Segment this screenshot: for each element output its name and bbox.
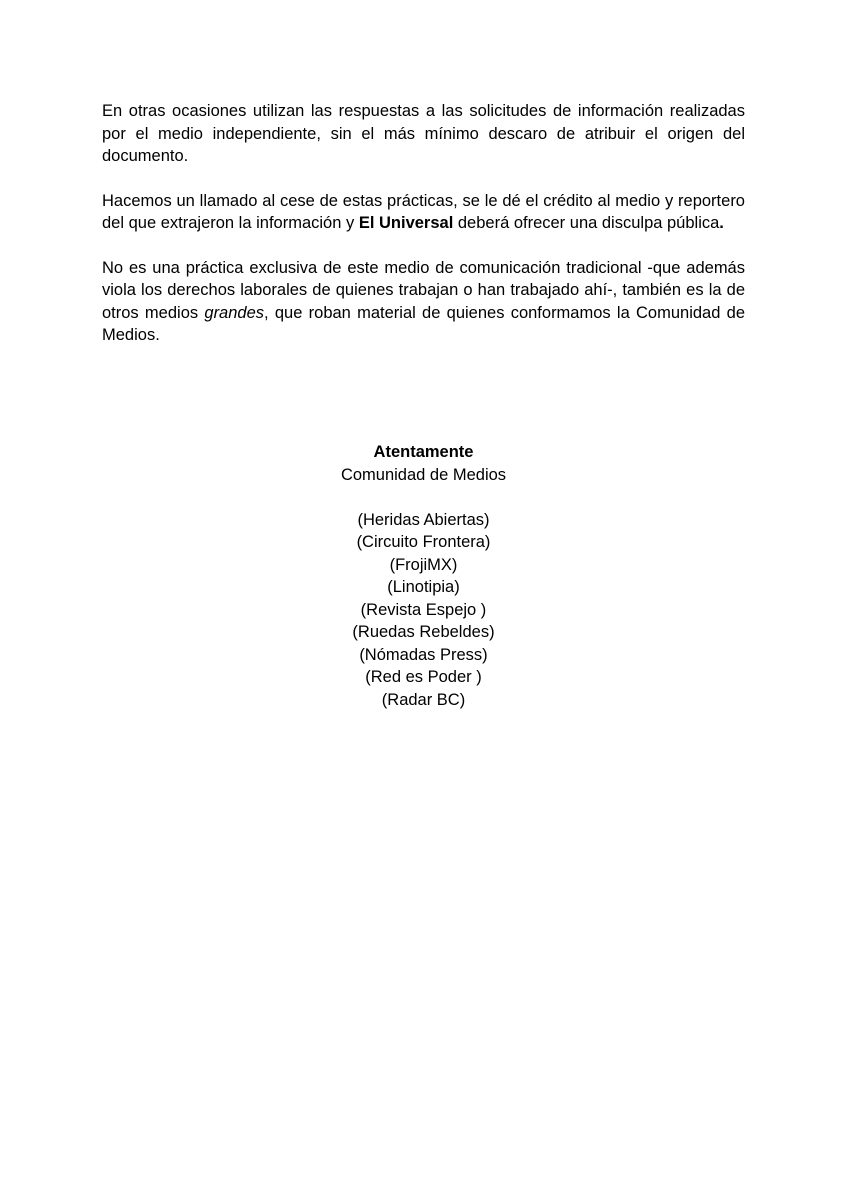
member-item: (Circuito Frontera) xyxy=(356,533,491,551)
member-item: (Heridas Abiertas) xyxy=(357,510,490,529)
closing-salutation: Atentamente xyxy=(373,443,474,461)
member-item: (FrojiMX) xyxy=(389,555,458,574)
newspaper-name: El Universal xyxy=(358,214,454,232)
letter-body xyxy=(102,100,745,369)
member-item: (Ruedas Rebeldes) xyxy=(352,623,495,641)
paragraph-end: . xyxy=(719,214,724,232)
member-list xyxy=(102,509,745,712)
organization-name: Comunidad de Medios xyxy=(340,465,507,484)
signature-block xyxy=(102,441,745,711)
member-item: (Revista Espejo ) xyxy=(360,600,487,619)
paragraph-text: deberá ofrecer una disculpa pública xyxy=(453,214,720,232)
emphasis-word: grandes xyxy=(204,303,265,322)
member-item: (Linotipia) xyxy=(387,578,460,596)
paragraph-practice xyxy=(102,257,745,347)
paragraph-text: Hacemos un llamado al cese de estas prácticas, se le dé el crédito al medio y reportero del que extrajeron la información y xyxy=(102,191,745,232)
member-item: (Radar BC) xyxy=(381,690,466,709)
paragraph-attribution: En otras ocasiones utilizan las respuestas a las solicitudes de información realizadas por el medio independiente, sin el más mínimo descaro de atribuir el origen del documento. xyxy=(102,102,745,165)
paragraph-text: , que roban material de quienes conformamos la Comunidad de Medios. xyxy=(102,303,745,344)
paragraph-call-to-action xyxy=(102,190,745,235)
member-item: (Nómadas Press) xyxy=(359,645,488,664)
paragraph-text: No es una práctica exclusiva de este medio de comunicación tradicional -que además viola los derechos laborales de quienes trabajan o han trabajado ahí-, también es la de otros medios xyxy=(102,258,745,322)
member-item: (Red es Poder ) xyxy=(365,668,482,686)
